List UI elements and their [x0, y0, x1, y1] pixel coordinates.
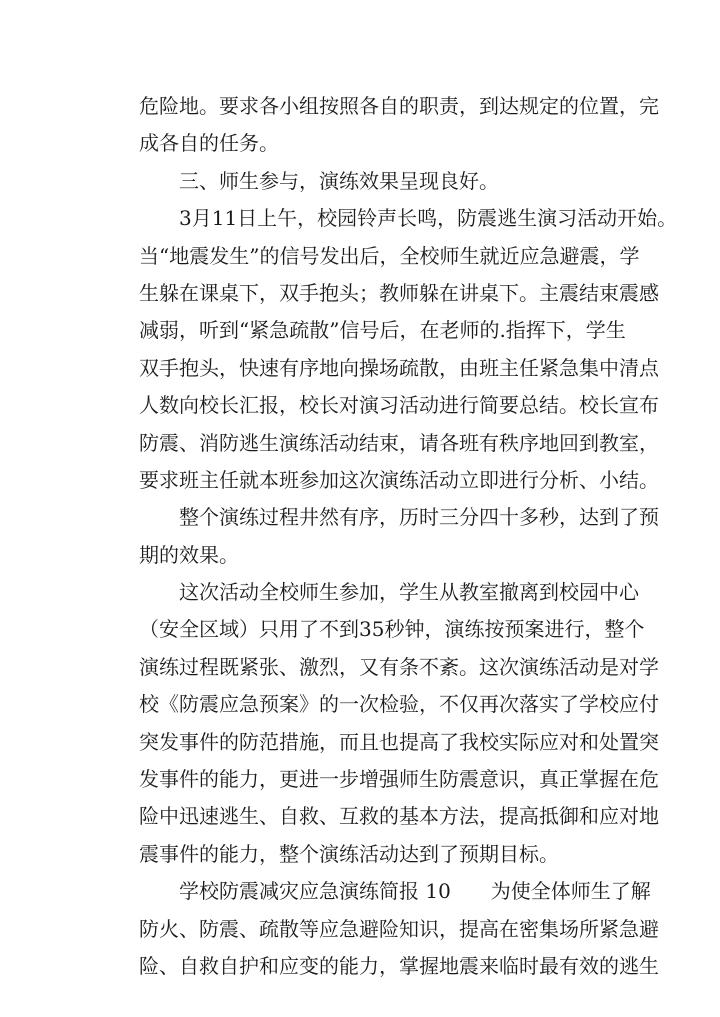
text-line: 生躲在课桌下，双手抱头；教师躲在讲桌下。主震结束震感 [139, 280, 659, 305]
text-line: 成各自的任务。 [139, 131, 279, 156]
text-line: 期的效果。 [139, 542, 239, 567]
text-line: 要求班主任就本班参加这次演练活动立即进行分析、小结。 [139, 467, 659, 492]
text-line: 学校防震减灾应急演练简报 10 为使全体师生了解 [179, 879, 651, 904]
text-line: 双手抱头，快速有序地向操场疏散，由班主任紧急集中清点 [139, 355, 659, 380]
body-text [139, 88, 678, 985]
text-line: 发事件的能力，更进一步增强师生防震意识，真正掌握在危 [139, 767, 659, 792]
section-heading: 三、师生参与，演练效果呈现良好。 [179, 168, 499, 193]
text-line: 险、自救自护和应变的能力，掌握地震来临时最有效的逃生 [139, 953, 659, 978]
text-line: （安全区域）只用了不到35秒钟，演练按预案进行，整个 [139, 617, 645, 642]
text-line: 整个演练过程井然有序，历时三分四十多秒，达到了预 [179, 505, 659, 530]
text-line: 防火、防震、疏散等应急避险知识，提高在密集场所紧急避 [139, 916, 659, 941]
text-line: 险中迅速逃生、自救、互救的基本方法，提高抵御和应对地 [139, 804, 659, 829]
text-line: 人数向校长汇报，校长对演习活动进行简要总结。校长宣布 [139, 393, 659, 418]
text-line: 校《防震应急预案》的一次检验，不仅再次落实了学校应付 [139, 692, 659, 717]
text-line: 这次活动全校师生参加，学生从教室撤离到校园中心 [179, 580, 639, 605]
text-line: 减弱，听到“紧急疏散”信号后，在老师的.指挥下，学生 [139, 318, 626, 343]
text-line: 演练过程既紧张、激烈，又有条不紊。这次演练活动是对学 [139, 654, 659, 679]
text-line: 防震、消防逃生演练活动结束，请各班有秩序地回到教室， [139, 430, 659, 455]
text-line: 突发事件的防范措施，而且也提高了我校实际应对和处置突 [139, 729, 659, 754]
text-line: 当“地震发生”的信号发出后，全校师生就近应急避震，学 [139, 243, 640, 268]
text-line: 危险地。要求各小组按照各自的职责，到达规定的位置，完 [139, 94, 659, 118]
text-line: 震事件的能力，整个演练活动达到了预期目标。 [139, 841, 559, 866]
text-line: 3月11日上午，校园铃声长鸣，防震逃生演习活动开始。 [179, 206, 678, 231]
